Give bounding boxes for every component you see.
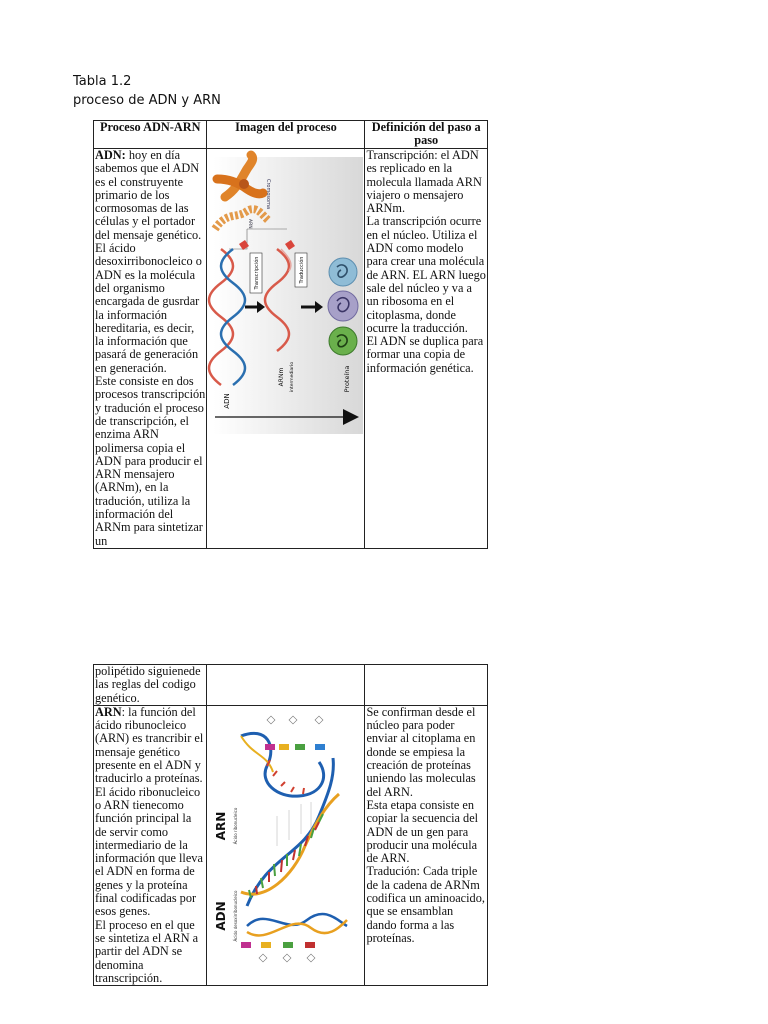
arn-paragraph-2: El ácido ribonucleico o ARN tienecomo función principal la de servir como intermediario de la información que lleva el ADN en forma de genes y la proteína final codificadas por esos genes.: [95, 784, 203, 919]
dna-label: ADN: [223, 393, 232, 409]
header-definition: Definición del paso a paso: [365, 121, 488, 149]
adn-intro-text: hoy en día sabemos que el ADN es el construyente primario de los cormosomas de las células y el portador del mensaje genético.: [95, 148, 202, 242]
arn-intro-text: : la función del ácido ribunocleico (ARN) es trancribir el mensaje genético presente en el ADN y traducirlo a proteínas.: [95, 705, 204, 786]
mrna-label: ARNm: [278, 367, 286, 387]
empty-cell: [207, 665, 365, 706]
continuation-cell: polipétido siguienede las reglas del codigo genético.: [94, 665, 207, 706]
rna-definition-cell: [365, 705, 488, 985]
arn-description-cell: [94, 705, 207, 985]
chromosome-label: Cromosoma: [265, 179, 272, 210]
process-table-part1: [93, 120, 488, 549]
header-image: Imagen del proceso: [207, 121, 365, 149]
caption-label: Tabla 1.2: [73, 74, 132, 89]
empty-cell: [365, 665, 488, 706]
definition-paragraph-2: La transcripción ocurre en el núcleo. Utiliza el ADN como modelo para crear una molécula de ARN. EL ARN luego sale del núcleo y va a un ribosoma en el citoplasma, donde ocurre la traducción.: [366, 214, 486, 335]
protein-label: Proteína: [343, 365, 352, 393]
process-image-cell: [207, 149, 365, 549]
definition-paragraph-3: El ADN se duplica para formar una copia de información genética.: [366, 334, 484, 375]
rna-strand-icon: [241, 733, 324, 796]
transcription-label: Transcripción: [254, 256, 261, 290]
rna-dna-structure-diagram: [207, 706, 363, 974]
caption-title: proceso de ADN y ARN: [73, 93, 221, 108]
transcription-definition-cell: [365, 149, 488, 549]
arn-term: ARN: [95, 705, 122, 719]
rna-dna-image-cell: [207, 705, 365, 985]
protein-icon: [328, 258, 358, 355]
adn-paragraph-3: Este consiste en dos procesos transcripción y tradución el proceso de transcripción, el enzima ARN polimersa copia el ADN para producir el ARN mensajero (ARNm), en la tradución, utiliza la información del ARNm para sintetizar un: [95, 374, 206, 548]
adn-diagram-sublabel: Ácido desoxirribonucleico: [233, 890, 239, 942]
intermediary-label: intermediario: [290, 361, 296, 393]
rna-definition-paragraph-3: Tradución: Cada triple de la cadena de ARNm codifica un aminoacido, que se ensamblan dando forma a las proteínas.: [366, 864, 485, 945]
small-arn-label: ARN: [247, 219, 253, 229]
translation-label: Traducción: [299, 256, 306, 284]
arn-paragraph-3: El proceso en el que se sintetiza el ARN a partir del ADN se denomina transcripción.: [95, 917, 199, 985]
transcription-translation-diagram: [207, 149, 363, 434]
rna-definition-paragraph-1: Se confirman desde el núcleo para poder enviar al citoplama en donde se empiesa la creación de proteínas uniendo las moleculas del ARN.: [366, 705, 476, 799]
arn-diagram-label: ARN: [214, 811, 229, 841]
process-table-part2: [93, 664, 488, 986]
arn-diagram-sublabel: Ácido ribonucleico: [233, 807, 239, 845]
adn-diagram-label: ADN: [214, 901, 229, 931]
definition-paragraph-1: Transcripción: el ADN es replicado en la molecula llamada ARN viajero o mensajero ARNm.: [366, 148, 482, 216]
adn-paragraph-2: El ácido desoxirribonocleico o ADN es la molécula del organismo encargada de gusrdar la información hereditaria, es decir, la información que pasará de generación en generación.: [95, 241, 202, 375]
header-process: Proceso ADN-ARN: [94, 121, 207, 149]
adn-term: ADN:: [95, 148, 126, 162]
adn-description-cell: [94, 149, 207, 549]
rna-definition-paragraph-2: Esta etapa consiste en copiar la secuencia del ADN de un gen para producir una molécula de ARN.: [366, 797, 479, 866]
